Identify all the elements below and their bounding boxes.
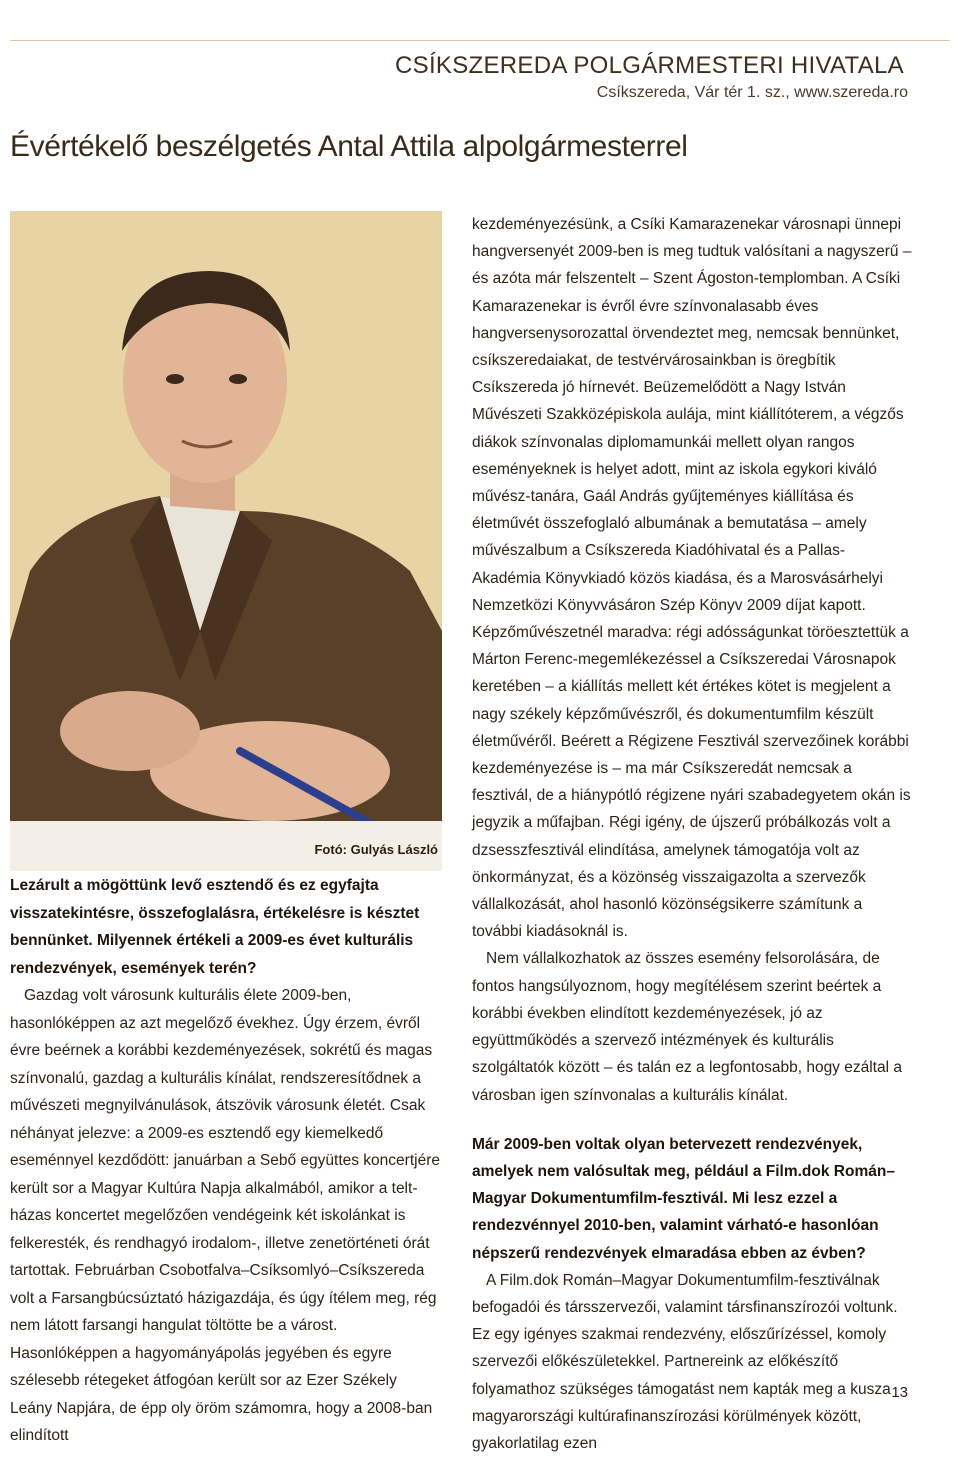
answer-1-part-1: Gazdag volt városunk kulturális élete 2009-ben, hasonlóképpen az azt megelőző évekhez. Úgy érzem, évről évre beérnek a korábbi kezdeményezések, sokrétű és magas színvonalú, gazdag a kulturális kínálat, rendszeresítődnek a művészeti megnyilvánulások, átszövik városunk életét. Csak néhányat jelezve: a 2009-es esztendő egy kiemelkedő eseménnyel kezdődött: januárban a Sebő együttes koncertjére került sor a Magyar Kultúra Napja alkalmából, amikor a teltházas koncertet megelőzően vendégeink két iskolánkat is felkeresték, és rendhagyó irodalom-, illetve zenetörténeti órát tartottak. Februárban Csobotfalva–Csíksomlyó–Csíkszereda volt a Farsangbúcsúztató házigazdája, és úgy ítélem meg, rég nem látott farsangi hangulat töltötte be a várost. Hasonlóképpen a hagyományápolás jegyében és egyre szélesebb rétegeket átfogóan került sor az Ezer Székely Leány Napjára, de épp oly öröm számomra, hogy a 2008-ban elindított [10, 987, 440, 1444]
photo-credit: Fotó: Gulyás László [314, 842, 438, 857]
answer-2: A Film.dok Román–Magyar Dokumentumfilm-fesztiválnak befogadói és társszervezői, valamint társfinanszírozói voltunk. Ez egy igényes szakmai rendezvény, előszűrízéssel, komoly szervezői előkészületekkel. Partnereink az előkészítő folyamathoz szükséges támogatást nem kapták meg a kusza magyarországi kultúrafinanszírozási körülmények között, gyakorlatilag ezen [472, 1271, 898, 1452]
portrait-illustration [10, 211, 442, 871]
organization-address: Csíkszereda, Vár tér 1. sz., www.szereda.ro [596, 84, 908, 101]
page-number: 13 [891, 1384, 908, 1401]
answer-1-part-2: kezdeményezésünk, a Csíki Kamarazenekar városnapi ünnepi hangversenyét 2009-ben is meg tudtuk valósítani a nagyszerű – és azóta már felszentelt – Szent Ágoston-templomban. A Csíki Kamarazenekar is évről évre színvonalasabb éves hangversenysorozattal örvendeztet meg, nemcsak bennünket, csíkszeredaiakat, de testvérvárosainkban is öregbítik Csíkszereda jó hírnevét. Beüzemelődött a Nagy István Művészeti Szakközépiskola aulája, mint kiállítóterem, a végzős diákok színvonalas diplomamunkái mellett olyan rangos eseményeknek is helyet adott, mint az iskola egykori kiváló művész-tanára, Gaál András gyűjteményes kiállítása és életművét összefoglaló albumának a bemutatása – amely művészalbum a Csíkszereda Kiadóhivatal és a Pallas-Akadémia Könyvkiadó közös kiadása, és a Marosvásárhelyi Nemzetközi Könyvvásáron Szép Könyv 2009 díjat kapott. Képzőművészetnél maradva: régi adósságunkat töröesztettük a Márton Ferenc-megemlékezéssel a Csíkszeredai Városnapok keretében – a kiállítás mellett két értékes kötet is megjelent a nagy székely képzőművészről, és dokumentumfilm készült életművéről. Beérett a Régizene Fesztivál szervezőinek korábbi kezdeményezése is – ma már Csíkszeredát nemcsak a fesztivál, de a hiánypótló régizene nyári szabadegyetem okán is jegyzik a műfajban. Régi igény, de újszerű próbálkozás volt a dzsesszfesztivál elindítása, amelynek támogatója volt az önkormányzat, és a közönség visszaigazolta a szervezők vállalkozását, ahol hasonló közönségsikerre számítunk a további kiadásoknál is. [472, 216, 912, 941]
article-headline: Évértékelő beszélgetés Antal Attila alpolgármesterrel [10, 130, 688, 163]
question-1: Lezárult a mögöttünk levő esztendő és ez egyfajta visszatekintésre, összefoglalásra, értékelésre is késztet bennünket. Milyennek értékeli a 2009-es évet kulturális rendezvények, események terén? [10, 877, 420, 977]
left-column [10, 872, 442, 1450]
paragraph-gap [472, 1109, 912, 1131]
question-2: Már 2009-ben voltak olyan betervezett rendezvények, amelyek nem valósultak meg, például a Film.dok Román–Magyar Dokumentumfilm-fesztivál. Mi lesz ezzel a rendezvénnyel 2010-ben, valamint várható-e hasonlóan népszerű rendezvények elmaradása ebben az évben? [472, 1135, 895, 1262]
answer-1-part-3: Nem vállalkozhatok az összes esemény felsorolására, de fontos hangsúlyoznom, hogy megítélésem szerint beértek a korábbi években elindított kezdeményezések, jó az együttműködés a szervező intézmények és kulturális szolgáltatók között – és talán ez a legfontosabb, hogy ezáltal a városban igen színvonalas a kulturális kínálat. [472, 950, 902, 1104]
right-column [472, 211, 912, 1457]
top-rule [10, 40, 950, 41]
portrait-photo [10, 211, 442, 871]
organization-name: CSÍKSZEREDA POLGÁRMESTERI HIVATALA [395, 52, 904, 79]
